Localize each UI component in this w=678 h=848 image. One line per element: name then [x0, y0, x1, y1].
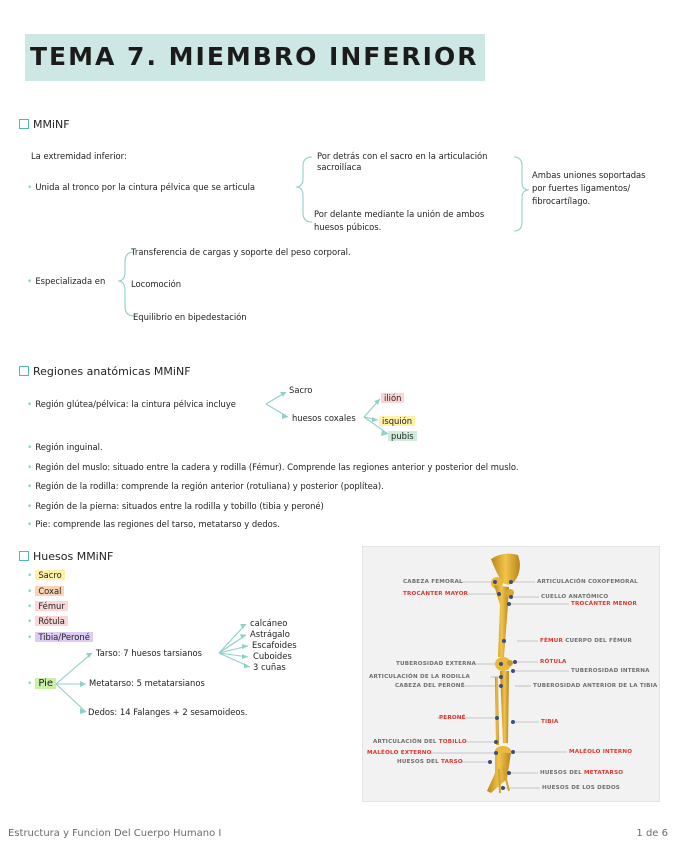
branch-text: huesos coxales — [292, 413, 356, 423]
figure-label: TROCÁNTER MAYOR — [403, 591, 469, 597]
figure-label: CUELLO ANATÓMICO — [541, 594, 609, 600]
figure-label: MALÉOLO INTERNO — [569, 749, 633, 755]
branch-text: Metatarso: 5 metatarsianos — [89, 678, 205, 688]
bullet-icon: • — [27, 502, 33, 512]
figure-label: HUESOS DEL METATARSO — [540, 770, 624, 776]
checkbox-icon — [19, 119, 29, 129]
branch-text: Tarso: 7 huesos tarsianos — [96, 648, 203, 658]
highlight-tag: ilión — [381, 393, 404, 403]
figure-label: ARTICULACIÓN COXOFEMORAL — [537, 579, 638, 585]
bullet-icon: • — [27, 183, 33, 193]
leg-skeleton-figure — [362, 546, 660, 802]
branch-text: 3 cuñas — [253, 662, 286, 672]
branch-text: Dedos: 14 Falanges + 2 sesamoideos. — [88, 707, 248, 717]
list-item: • Fémur — [27, 601, 68, 612]
list-item: • Región del muslo: situado entre la cadera y rodilla (Fémur). Comprende las regiones anterior y posterior del muslo. — [27, 462, 519, 473]
section-heading-mminf: MMiNF — [19, 118, 70, 131]
checkbox-icon — [19, 366, 29, 376]
checkbox-icon — [19, 551, 29, 561]
bullet-icon: • — [27, 587, 33, 597]
bullet-icon: • — [27, 679, 33, 689]
branch-text: Por detrás con el sacro en la articulación — [317, 151, 488, 161]
list-item: • Rótula — [27, 616, 68, 627]
branch-text: Locomoción — [131, 279, 182, 289]
branch-text: Astrágalo — [250, 629, 290, 639]
figure-label: FÉMUR CUERPO DEL FÉMUR — [540, 638, 633, 644]
list-item: • Sacro — [27, 570, 65, 581]
list-item: • Unida al tronco por la cintura pélvica que se articula — [27, 182, 256, 193]
list-item: • Región de la rodilla: comprende la región anterior (rotuliana) y posterior (poplítea). — [27, 481, 384, 492]
figure-label: HUESOS DE LOS DEDOS — [542, 785, 621, 791]
figure-label: RÓTULA — [540, 659, 567, 665]
branch-text: huesos púbicos. — [314, 222, 382, 232]
list-item: • Coxal — [27, 586, 64, 597]
list-item: • Pie: comprende las regiones del tarso, metatarso y dedos. — [27, 519, 280, 530]
page-title: TEMA 7. MIEMBRO INFERIOR — [30, 42, 479, 71]
bullet-icon: • — [27, 482, 33, 492]
figure-label: TUBEROSIDAD ANTERIOR DE LA TIBIA — [533, 683, 658, 689]
list-item: • Pie — [27, 678, 56, 689]
bullet-icon: • — [27, 443, 33, 453]
branch-text: Sacro — [289, 385, 313, 395]
bullet-icon: • — [27, 277, 33, 287]
list-item: • Región de la pierna: situados entre la rodilla y tobillo (tibia y peroné) — [27, 501, 324, 512]
figure-label: MALÉOLO EXTERNO — [367, 750, 432, 756]
bullet-icon: • — [27, 463, 33, 473]
figure-label: TUBEROSIDAD EXTERNA — [396, 661, 477, 667]
list-item: • Especializada en — [27, 276, 106, 287]
figure-label: ARTICULACIÓN DEL TOBILLO — [373, 739, 467, 745]
bullet-icon: • — [27, 633, 33, 643]
highlight-tag: isquión — [379, 416, 415, 426]
highlight-tag: pubis — [388, 431, 417, 441]
note-text: Ambas uniones soportadas — [532, 170, 646, 180]
note-text: fibrocartílago. — [532, 196, 591, 206]
intro-text: La extremidad inferior: — [31, 151, 127, 161]
figure-label: ARTICULACIÓN DE LA RODILLA — [369, 674, 471, 680]
branch-text: Cuboides — [253, 651, 292, 661]
section-heading-regiones: Regiones anatómicas MMiNF — [19, 365, 191, 378]
bullet-icon: • — [27, 571, 33, 581]
note-text: por fuertes ligamentos/ — [532, 183, 631, 193]
section-heading-huesos: Huesos MMiNF — [19, 550, 113, 563]
figure-label: TIBIA — [541, 719, 559, 725]
figure-label: TUBEROSIDAD INTERNA — [571, 668, 650, 674]
branch-text: Escafoides — [252, 640, 297, 650]
branch-text: Equilibrio en bipedestación — [133, 312, 247, 322]
bullet-icon: • — [27, 602, 33, 612]
branch-text: Transferencia de cargas y soporte del peso corporal. — [131, 247, 351, 257]
bullet-icon: • — [27, 617, 33, 627]
bullet-icon: • — [27, 400, 33, 410]
figure-label: CABEZA FEMORAL — [403, 579, 463, 585]
list-item: • Región inguinal. — [27, 442, 103, 453]
bullet-icon: • — [27, 520, 33, 530]
branch-text: sacroilíaca — [317, 162, 362, 172]
branch-text: calcáneo — [250, 618, 288, 628]
figure-label: PERONÉ — [439, 715, 466, 721]
list-item: • Tibia/Peroné — [27, 632, 93, 643]
list-item: • Región glútea/pélvica: la cintura pélvica incluye — [27, 399, 236, 410]
figure-label: TROCÁNTER MENOR — [571, 601, 638, 607]
figure-label: CABEZA DEL PERONÉ — [395, 683, 465, 689]
footer-page-number: 1 de 6 — [636, 828, 668, 839]
footer-course-name: Estructura y Funcion Del Cuerpo Humano I — [8, 828, 222, 839]
figure-label: HUESOS DEL TARSO — [397, 759, 463, 765]
branch-text: Por delante mediante la unión de ambos — [314, 209, 485, 219]
